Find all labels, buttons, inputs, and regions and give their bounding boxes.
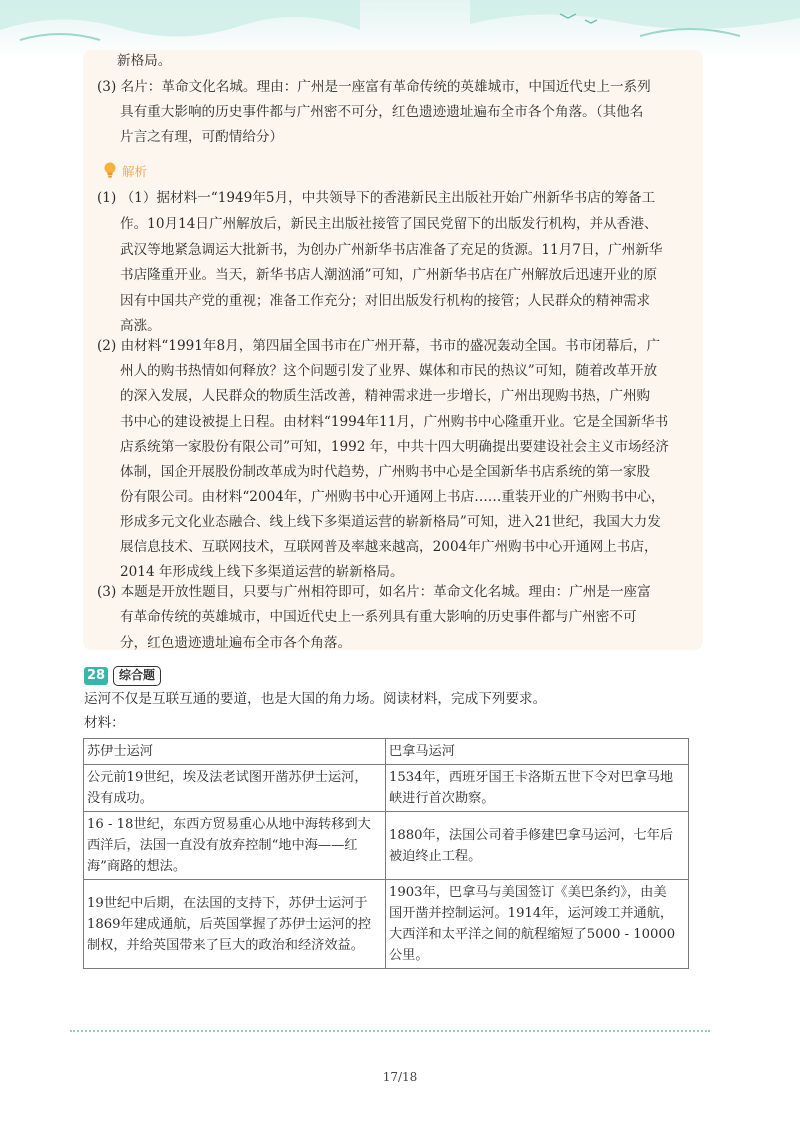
analysis-line: 展信息技术、互联网技术，互联网普及率越来越高，2004年广州购书中心开通网上书店， — [120, 539, 658, 555]
table-cell: 16 - 18世纪，东西方贸易重心从地中海转移到大 西洋后，法国一直没有放弃控制“地中海——红 海”商路的想法。 — [84, 812, 386, 880]
table-header-suez: 苏伊士运河 — [84, 739, 386, 765]
table-cell: 1534年，西班牙国王卡洛斯五世下令对巴拿马地 峡进行首次勘察。 — [386, 765, 689, 812]
lightbulb-icon — [102, 161, 118, 179]
analysis-line: (2) 由材料“1991年8月，第四届全国书市在广州开幕，书市的盛况轰动全国。书市闭幕后，广 — [97, 338, 661, 354]
page-number: 17/18 — [382, 1070, 418, 1084]
analysis-line: 分，红色遗迹遗址遍布全市各个角落。 — [120, 635, 352, 651]
analysis-line: 2014 年形成线上线下多渠道运营的崭新格局。 — [120, 564, 404, 580]
question-stem: 运河不仅是互联互通的要道，也是大国的角力场。阅读材料，完成下列要求。 — [84, 691, 547, 707]
table-header-row — [84, 739, 689, 765]
analysis-line: 形成多元文化业态融合、线上线下多渠道运营的崭新格局”可知，进入21世纪，我国大力发 — [120, 514, 661, 530]
canal-comparison-table — [83, 738, 689, 969]
analysis-line: 有革命传统的英雄城市，中国近代史上一系列具有重大影响的历史事件都与广州密不可 — [120, 609, 637, 625]
answer-line: 片言之有理，可酌情给分） — [120, 129, 284, 145]
analysis-line: 书店隆重开业。当天，新华书店人潮汹涌”可知，广州新华书店在广州解放后迅速开业的原 — [120, 267, 658, 283]
analysis-line: 因有中国共产党的重视；准备工作充分；对旧出版发行机构的接管；人民群众的精神需求 — [120, 293, 651, 309]
question-number-badge: 28 — [84, 667, 108, 685]
table-header-panama: 巴拿马运河 — [386, 739, 689, 765]
table-cell: 1903年，巴拿马与美国签订《美巴条约》，由美 国开凿并控制运河。1914年，运河竣工并通航， 大西洋和太平洋之间的航程缩短了5000 - 10000 公里。 — [386, 880, 689, 969]
table-cell: 公元前19世纪，埃及法老试图开凿苏伊士运河， 没有成功。 — [84, 765, 386, 812]
answer-line: 新格局。 — [117, 53, 172, 69]
analysis-line: (1) （1）据材料一“1949年5月，中共领导下的香港新民主出版社开始广州新华书店的筹备工 — [97, 190, 656, 206]
table-row — [84, 880, 689, 969]
answer-line: 具有重大影响的历史事件都与广州密不可分，红色遗迹遗址遍布全市各个角落。（其他名 — [120, 104, 644, 120]
analysis-line: 武汉等地紧急调运大批新书，为创办广州新华书店准备了充足的货源。11月7日，广州新华 — [120, 242, 663, 258]
table-row — [84, 812, 689, 880]
table-cell: 19世纪中后期，在法国的支持下，苏伊士运河于 1869年建成通航，后英国掌握了苏伊士运河的控 制权，并给英国带来了巨大的政治和经济效益。 — [84, 880, 386, 969]
question-type-badge: 综合题 — [113, 666, 161, 686]
table-cell: 1880年，法国公司着手修建巴拿马运河，七年后 被迫终止工程。 — [386, 812, 689, 880]
analysis-line: 体制，国企开展股份制改革成为时代趋势，广州购书中心是全国新华书店系统的第一家股 — [120, 464, 651, 480]
analysis-line: 店系统第一家股份有限公司”可知，1992 年，中共十四大明确提出要建设社会主义市场经济 — [120, 439, 669, 455]
answer-line: (3) 名片：革命文化名城。理由：广州是一座富有革命传统的英雄城市，中国近代史上一系列 — [97, 79, 651, 95]
analysis-line: (3) 本题是开放性题目，只要与广州相符即可，如名片：革命文化名城。理由：广州是一座富 — [97, 584, 651, 600]
analysis-line: 州人的购书热情如何释放？这个问题引发了业界、媒体和市民的热议”可知，随着改革开放 — [120, 363, 658, 379]
analysis-line: 份有限公司。由材料“2004年，广州购书中心开通网上书店……重装开业的广州购书中心， — [120, 489, 665, 505]
table-row — [84, 765, 689, 812]
analysis-line: 高涨。 — [120, 318, 161, 334]
analysis-line: 作。10月14日广州解放后，新民主出版社接管了国民党留下的出版发行机构，并从香港、 — [120, 216, 658, 232]
analysis-line: 书中心的建设被提上日程。由材料“1994年11月，广州购书中心隆重开业。它是全国新华书 — [120, 414, 669, 430]
analysis-label: 解析 — [122, 164, 148, 179]
analysis-line: 的深入发展，人民群众的物质生活改善，精神需求进一步增长，广州出现购书热，广州购 — [120, 388, 651, 404]
footer-divider — [70, 1030, 710, 1032]
material-label: 材料： — [84, 715, 125, 731]
